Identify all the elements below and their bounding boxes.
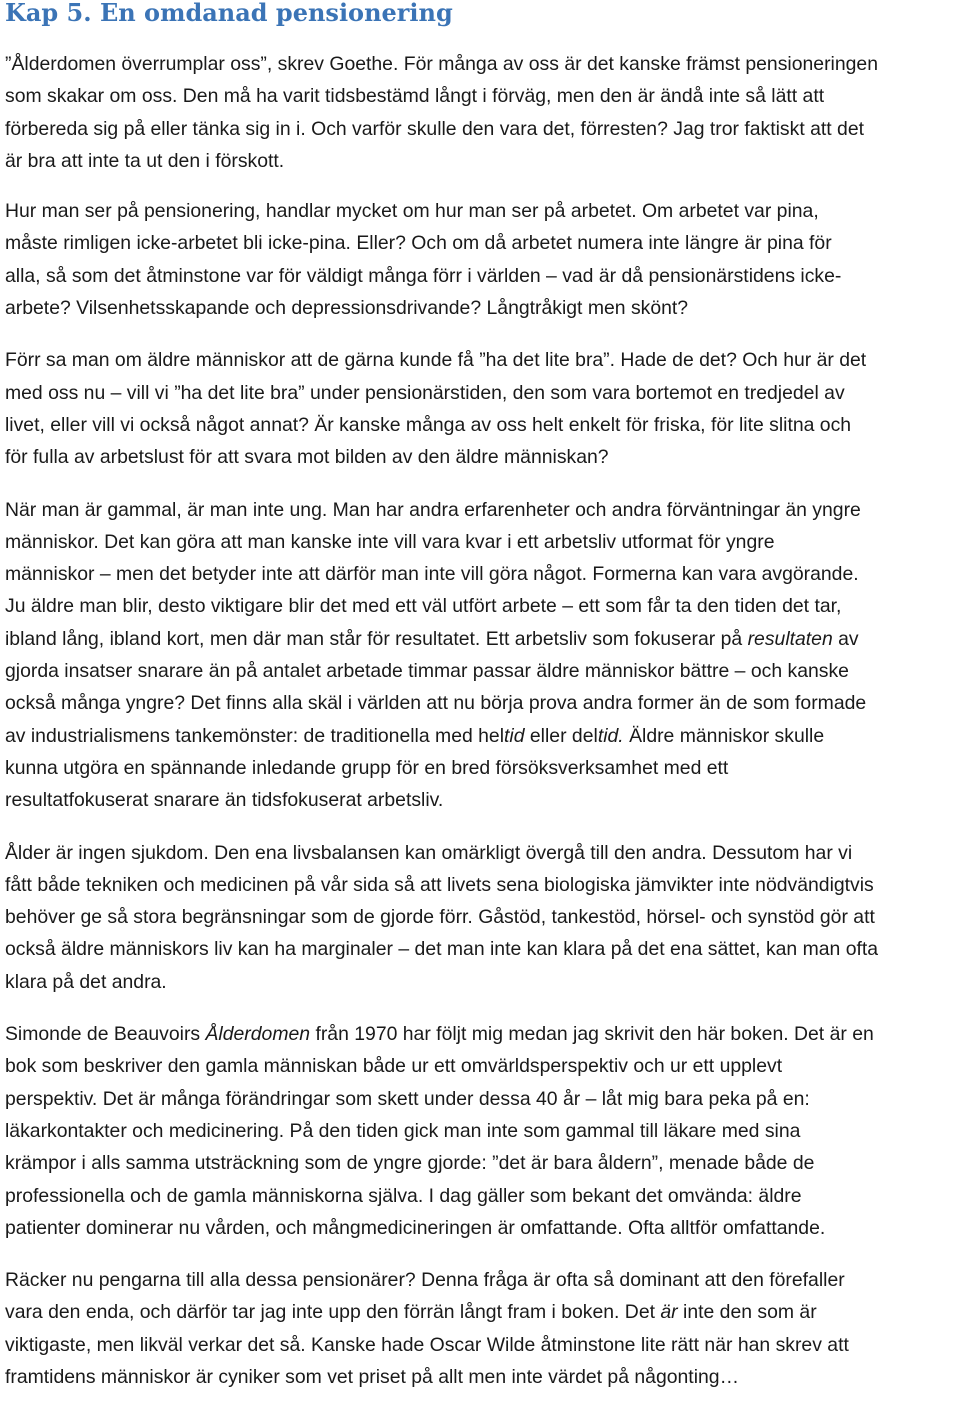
text-line: Räcker nu pengarna till alla dessa pensionärer? Denna fråga är ofta så dominant att den förefaller <box>5 1269 845 1292</box>
paragraph-1 <box>5 48 960 177</box>
document-page <box>5 0 960 1393</box>
text-line: arbete? Vilsenhetsskapande och depressionsdrivande? Långtråkigt men skönt? <box>5 297 689 320</box>
text-line: patienter dominerar nu vården, och mångmedicineringen är omfattande. Ofta alltför omfattande. <box>5 1216 826 1239</box>
emphasis-text: är <box>660 1301 678 1324</box>
text-line: livet, eller vill vi också något annat? Är kanske många av oss helt enkelt för friska, för lite slitna och <box>5 413 852 436</box>
text-line: måste rimligen icke-arbetet bli icke-pina. Eller? Och om då arbetet numera inte längre är pina för <box>5 232 832 255</box>
paragraph-2 <box>5 195 960 324</box>
text-line: vara den enda, och därför tar jag inte upp den förrän långt fram i boken. Det är inte den som är <box>5 1301 817 1324</box>
text-line: När man är gammal, är man inte ung. Man har andra erfarenheter och andra förväntningar än yngre <box>5 498 861 521</box>
text-line: också många yngre? Det finns alla skäl i världen att nu börja prova andra former än de som formade <box>5 692 867 715</box>
text-line: gjorda insatser snarare än på antalet arbetade timmar passar äldre människor bättre – och kanske <box>5 660 849 683</box>
text-line: är bra att inte ta ut den i förskott. <box>5 149 285 172</box>
text-line: kunna utgöra en spännande inledande grupp för en bred försöksverksamhet med ett <box>5 756 729 779</box>
text-line: Förr sa man om äldre människor att de gärna kunde få ”ha det lite bra”. Hade de det? Och hur är det <box>5 349 867 372</box>
paragraph-4 <box>5 494 960 817</box>
text-line: viktigaste, men likväl verkar det så. Kanske hade Oscar Wilde åtminstone lite rätt när han skrev att <box>5 1333 849 1356</box>
text-line: krämpor i alls samma utsträckning som de yngre gjorde: ”det är bara åldern”, menade både de <box>5 1152 815 1175</box>
text-line: alla, så som det åtminstone var för väldigt många förr i världen – vad är då pensionärstidens icke- <box>5 264 842 287</box>
emphasis-text: resultaten <box>747 627 833 650</box>
text-line: framtidens människor är cyniker som vet priset på allt men inte värdet på någonting… <box>5 1365 739 1388</box>
text-line: också äldre människors liv kan ha marginaler – det man inte kan klara på det ena sättet, kan man ofta <box>5 938 879 961</box>
emphasis-text: tid <box>504 724 525 747</box>
text-line: människor. Det kan göra att man kanske inte vill vara kvar i ett arbetsliv utformat för yngre <box>5 530 775 553</box>
text-line: Ålder är ingen sjukdom. Den ena livsbalansen kan omärkligt övergå till den andra. Dessutom har vi <box>5 841 853 864</box>
text-line: fått både tekniken och medicinen på vår sida så att livets sena biologiska jämvikter inte nödvändigtvis <box>5 873 874 896</box>
text-line: av industrialismens tankemönster: de traditionella med heltid eller deltid. Äldre människor skulle <box>5 724 825 747</box>
emphasis-text: tid. <box>597 724 624 747</box>
text-line: perspektiv. Det är många förändringar som skett under dessa 40 år – låt mig bara peka på en: <box>5 1087 810 1110</box>
text-line: Simonde de Beauvoirs Ålderdomen från 1970 har följt mig medan jag skrivit den här boken. Det är en <box>5 1023 874 1046</box>
text-line: bok som beskriver den gamla människan både ur ett omvärldsperspektiv och ur ett upplevt <box>5 1055 783 1078</box>
book-title: Ålderdomen <box>205 1023 311 1046</box>
text-line: Hur man ser på pensionering, handlar mycket om hur man ser på arbetet. Om arbetet var pina, <box>5 200 819 223</box>
paragraph-5 <box>5 837 960 998</box>
text-line: Ju äldre man blir, desto viktigare blir det med ett väl utfört arbete – ett som får ta den tiden det tar, <box>5 595 842 618</box>
paragraph-7 <box>5 1264 960 1393</box>
text-line: behöver ge så stora begränsningar som de gjorde förr. Gåstöd, tankestöd, hörsel- och synstöd gör att <box>5 906 875 929</box>
text-line: klara på det andra. <box>5 970 167 993</box>
text-line: resultatfokuserat snarare än tidsfokuserat arbetsliv. <box>5 789 444 812</box>
text-line: ”Ålderdomen överrumplar oss”, skrev Goethe. För många av oss är det kanske främst pensioneringen <box>5 53 878 75</box>
text-line: förbereda sig på eller tänka sig in i. Och varför skulle den vara det, förresten? Jag tror faktiskt att det <box>5 117 865 140</box>
paragraph-3 <box>5 344 960 473</box>
text-line: människor – men det betyder inte att därför man inte vill göra något. Formerna kan vara avgörande. <box>5 563 859 586</box>
text-line: läkarkontakter och medicinering. På den tiden gick man inte som gammal till läkare med sina <box>5 1119 801 1142</box>
text-line: som skakar om oss. Den må ha varit tidsbestämd långt i förväg, men den är ändå inte så lätt att <box>5 85 825 108</box>
paragraph-6 <box>5 1018 960 1244</box>
text-line: för fulla av arbetslust för att svara mot bilden av den äldre människan? <box>5 446 609 469</box>
text-line: professionella och de gamla människorna själva. I dag gäller som bekant det omvända: äldre <box>5 1184 802 1207</box>
text-line: ibland lång, ibland kort, men där man står för resultatet. Ett arbetsliv som fokuserar på resultaten av <box>5 627 859 650</box>
text-line: med oss nu – vill vi ”ha det lite bra” under pensionärstiden, den som vara bortemot en tredjedel av <box>5 381 845 404</box>
chapter-title: Kap 5. En omdanad pensionering <box>5 0 453 27</box>
